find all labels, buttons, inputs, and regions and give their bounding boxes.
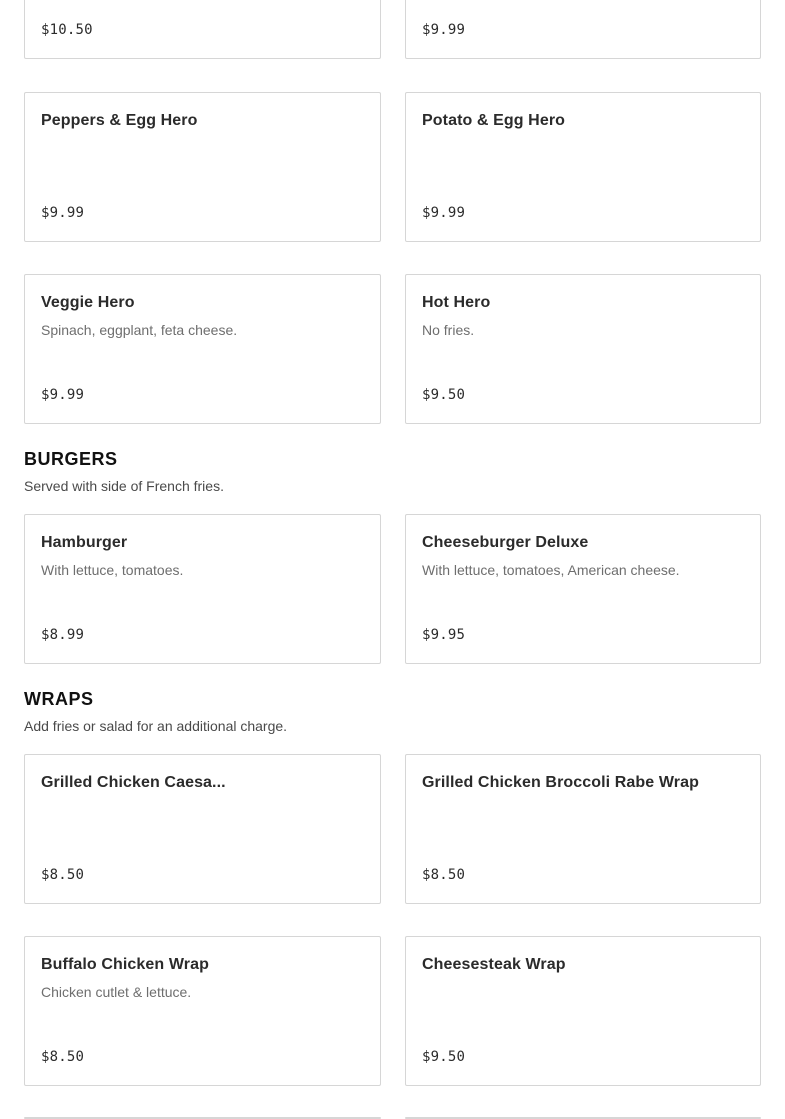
menu-item-card[interactable] xyxy=(24,0,381,59)
menu-item-price: $10.50 xyxy=(41,22,93,38)
menu-item-name: Buffalo Chicken Wrap xyxy=(41,956,209,973)
menu-item-description: With lettuce, tomatoes, American cheese. xyxy=(422,562,680,578)
menu-item-price: $8.50 xyxy=(422,867,466,883)
menu-item-card[interactable] xyxy=(405,274,761,424)
section-title-wraps: WRAPS xyxy=(24,689,94,709)
menu-item-price: $9.99 xyxy=(41,205,85,221)
menu-item-description: With lettuce, tomatoes. xyxy=(41,562,184,578)
menu-item-name: Grilled Chicken Caesa... xyxy=(41,774,226,791)
menu-item-price: $9.99 xyxy=(41,387,85,403)
menu-item-card[interactable] xyxy=(405,936,761,1086)
menu-item-card[interactable] xyxy=(24,92,381,242)
menu-item-price: $9.99 xyxy=(422,22,466,38)
menu-item-name: Cheesesteak Wrap xyxy=(422,956,566,973)
menu-item-name: Veggie Hero xyxy=(41,294,135,311)
menu-item-description: Chicken cutlet & lettuce. xyxy=(41,984,192,1000)
menu-item-price: $8.50 xyxy=(41,867,85,883)
menu-item-card[interactable] xyxy=(24,514,381,664)
menu-item-name: Cheeseburger Deluxe xyxy=(422,534,589,551)
menu-item-name: Hot Hero xyxy=(422,294,491,311)
section-description-burgers: Served with side of French fries. xyxy=(24,478,224,494)
menu-item-price: $9.50 xyxy=(422,1049,466,1065)
menu-item-card[interactable] xyxy=(405,0,761,59)
section-title-burgers: BURGERS xyxy=(24,449,118,469)
menu-item-name: Peppers & Egg Hero xyxy=(41,112,198,129)
menu-item-card[interactable] xyxy=(24,936,381,1086)
menu-item-description: Spinach, eggplant, feta cheese. xyxy=(41,322,238,338)
menu-item-name: Hamburger xyxy=(41,534,128,551)
menu-item-name: Potato & Egg Hero xyxy=(422,112,566,129)
menu-item-price: $8.50 xyxy=(41,1049,85,1065)
menu-item-card[interactable] xyxy=(24,754,381,904)
section-description-wraps: Add fries or salad for an additional charge. xyxy=(24,718,288,734)
menu-item-price: $8.99 xyxy=(41,627,85,643)
menu-item-price: $9.99 xyxy=(422,205,466,221)
menu-item-card[interactable] xyxy=(24,274,381,424)
menu-item-price: $9.50 xyxy=(422,387,466,403)
menu-item-name: Grilled Chicken Broccoli Rabe Wrap xyxy=(422,774,699,791)
menu-item-card[interactable] xyxy=(405,92,761,242)
menu-item-description: No fries. xyxy=(422,322,475,338)
menu-item-card[interactable] xyxy=(405,754,761,904)
menu-item-card[interactable] xyxy=(405,514,761,664)
menu-item-price: $9.95 xyxy=(422,627,466,643)
